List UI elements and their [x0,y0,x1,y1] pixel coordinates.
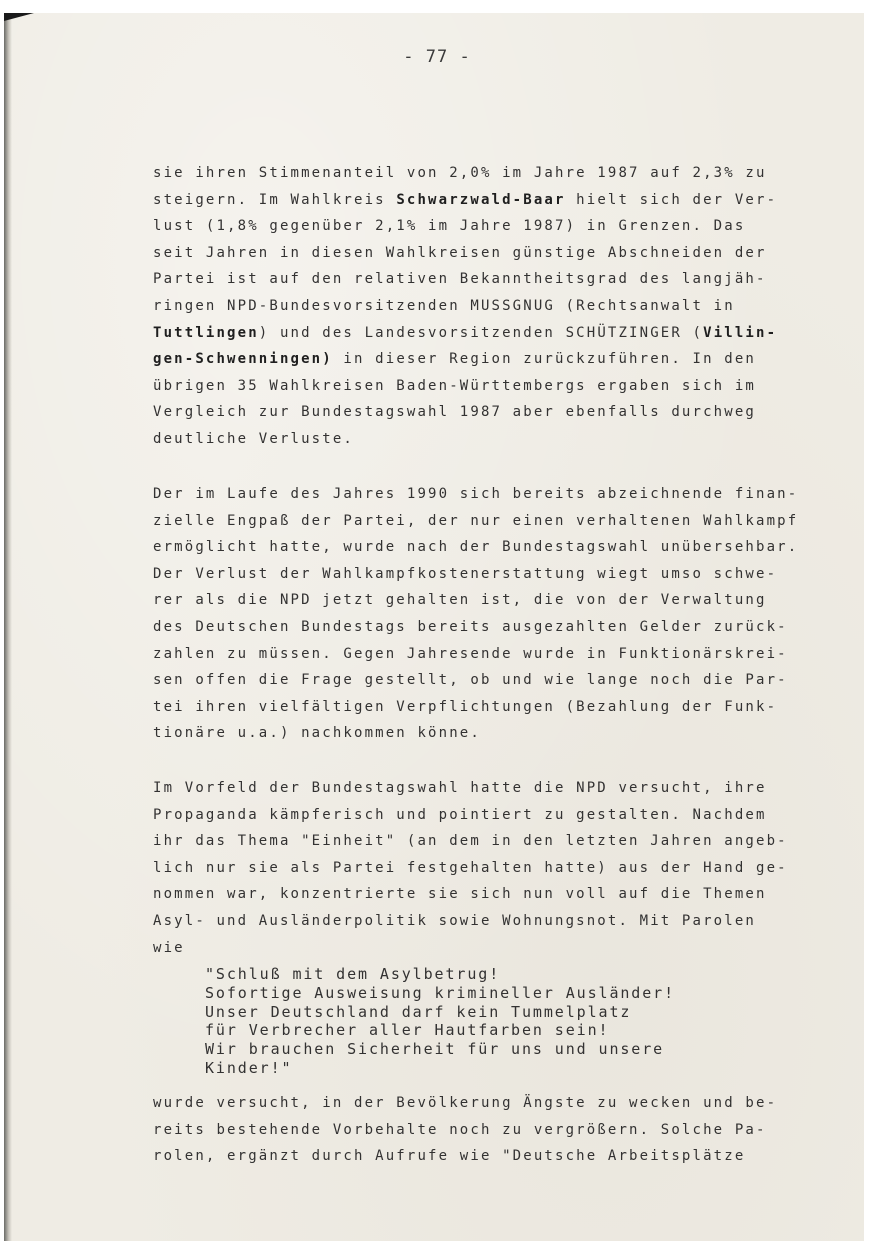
text-line [153,1094,777,1112]
text-run: Asyl- und Ausländerpolitik sowie Wohnungsnot. Mit Parolen [153,913,756,929]
quote-line: Unser Deutschland darf kein Tummelplatz [205,1002,632,1021]
text-line [153,885,767,903]
text-run: Partei ist auf den relativen Bekanntheitsgrad des langjäh- [153,271,767,287]
page-corner-fold [4,13,34,21]
text-run: lust (1,8% gegenüber 2,1% im Jahre 1987) in Grenzen. Das [153,218,746,234]
text-line [153,645,788,663]
text-run: Der im Laufe des Jahres 1990 sich bereits abzeichnende finan- [153,486,799,502]
text-run: Vergleich zur Bundestagswahl 1987 aber ebenfalls durchweg [153,404,756,420]
text-run: zielle Engpaß der Partei, der nur einen verhaltenen Wahlkampf [153,513,799,529]
text-run: reits bestehende Vorbehalte noch zu vergrößern. Solche Pa- [153,1122,767,1138]
text-run: seit Jahren in diesen Wahlkreisen günstige Abschneiden der [153,245,767,261]
text-line [153,565,777,583]
text-run: rolen, ergänzt durch Aufrufe wie "Deutsche Arbeitsplätze [153,1148,746,1164]
text-line [153,618,788,636]
quote-line: für Verbrecher aller Hautfarben sein! [205,1021,610,1040]
text-run: ringen NPD-Bundesvorsitzenden MUSSGNUG (Rechtsanwalt in [153,298,735,314]
text-run: ) und des Landesvorsitzenden SCHÜTZINGER ( [258,325,704,341]
bold-text: Tuttlingen [153,325,259,341]
bold-text: Schwarzwald-Baar [396,192,566,208]
text-line [153,512,798,530]
text-line [153,191,777,209]
text-line [153,1147,745,1165]
quote-line: "Schluß mit dem Asylbetrug! [205,965,501,983]
text-line [153,591,767,609]
text-run: in dieser Region zurückzuführen. In den [332,351,756,367]
text-run: übrigen 35 Wahlkreisen Baden-Württembergs ergaben sich im [153,378,756,394]
quote-line: Wir brauchen Sicherheit für uns und unsere [205,1040,665,1059]
page-edge-shadow [4,13,12,1241]
text-run: zahlen zu müssen. Gegen Jahresende wurde in Funktionärskrei- [153,646,788,662]
text-run: Propaganda kämpferisch und pointiert zu gestalten. Nachdem [153,807,767,823]
text-line [153,912,756,930]
text-line [153,859,788,877]
text-line [153,806,767,824]
text-run: tei ihren vielfältigen Verpflichtungen (Bezahlung der Funk- [153,699,778,715]
text-run: ermöglicht hatte, wurde nach der Bundestagswahl unübersehbar. [153,539,799,555]
text-line [153,939,185,957]
text-line [153,430,354,448]
text-run: sen offen die Frage gestellt, ob und wie lange noch die Par- [153,672,788,688]
text-run: des Deutschen Bundestags bereits ausgezahlten Gelder zurück- [153,619,788,635]
text-run: rer als die NPD jetzt gehalten ist, die von der Verwaltung [153,592,767,608]
text-run: tionäre u.a.) nachkommen könne. [153,725,481,741]
text-line [153,297,735,315]
text-line [153,698,777,716]
text-line [153,779,767,797]
text-line [153,244,767,262]
text-line [153,270,767,288]
text-run: deutliche Verluste. [153,431,354,447]
text-line [153,671,788,689]
text-line [153,217,745,235]
text-run: Der Verlust der Wahlkampfkostenerstattung wiegt umso schwe- [153,566,778,582]
text-run: wurde versucht, in der Bevölkerung Ängste zu wecken und be- [153,1095,778,1111]
text-line [153,403,756,421]
text-line [153,1121,767,1139]
text-line [153,832,788,850]
text-run: nommen war, konzentrierte sie sich nun voll auf die Themen [153,886,767,902]
text-line [153,164,767,182]
page-number: - 77 - [403,47,471,67]
text-run: Im Vorfeld der Bundestagswahl hatte die NPD versucht, ihre [153,780,767,796]
text-run: ihr das Thema "Einheit" (an dem in den letzten Jahren angeb- [153,833,788,849]
quote-line: Kinder!" [205,1059,293,1077]
bold-text: gen-Schwenningen) [153,351,333,367]
text-run: sie ihren Stimmenanteil von 2,0% im Jahre 1987 auf 2,3% zu [153,165,767,181]
text-line [153,350,756,368]
text-run: lich nur sie als Partei festgehalten hatte) aus der Hand ge- [153,860,788,876]
quote-line: Sofortige Ausweisung krimineller Ausländer! [205,983,676,1002]
text-run: hielt sich der Ver- [565,192,778,208]
text-line [153,324,777,342]
bold-text: Villin- [703,325,778,341]
text-line [153,377,756,395]
text-line [153,724,481,742]
text-line [153,485,798,503]
text-line [153,538,798,556]
text-run: wie [153,940,185,956]
text-run: steigern. Im Wahlkreis [153,192,397,208]
